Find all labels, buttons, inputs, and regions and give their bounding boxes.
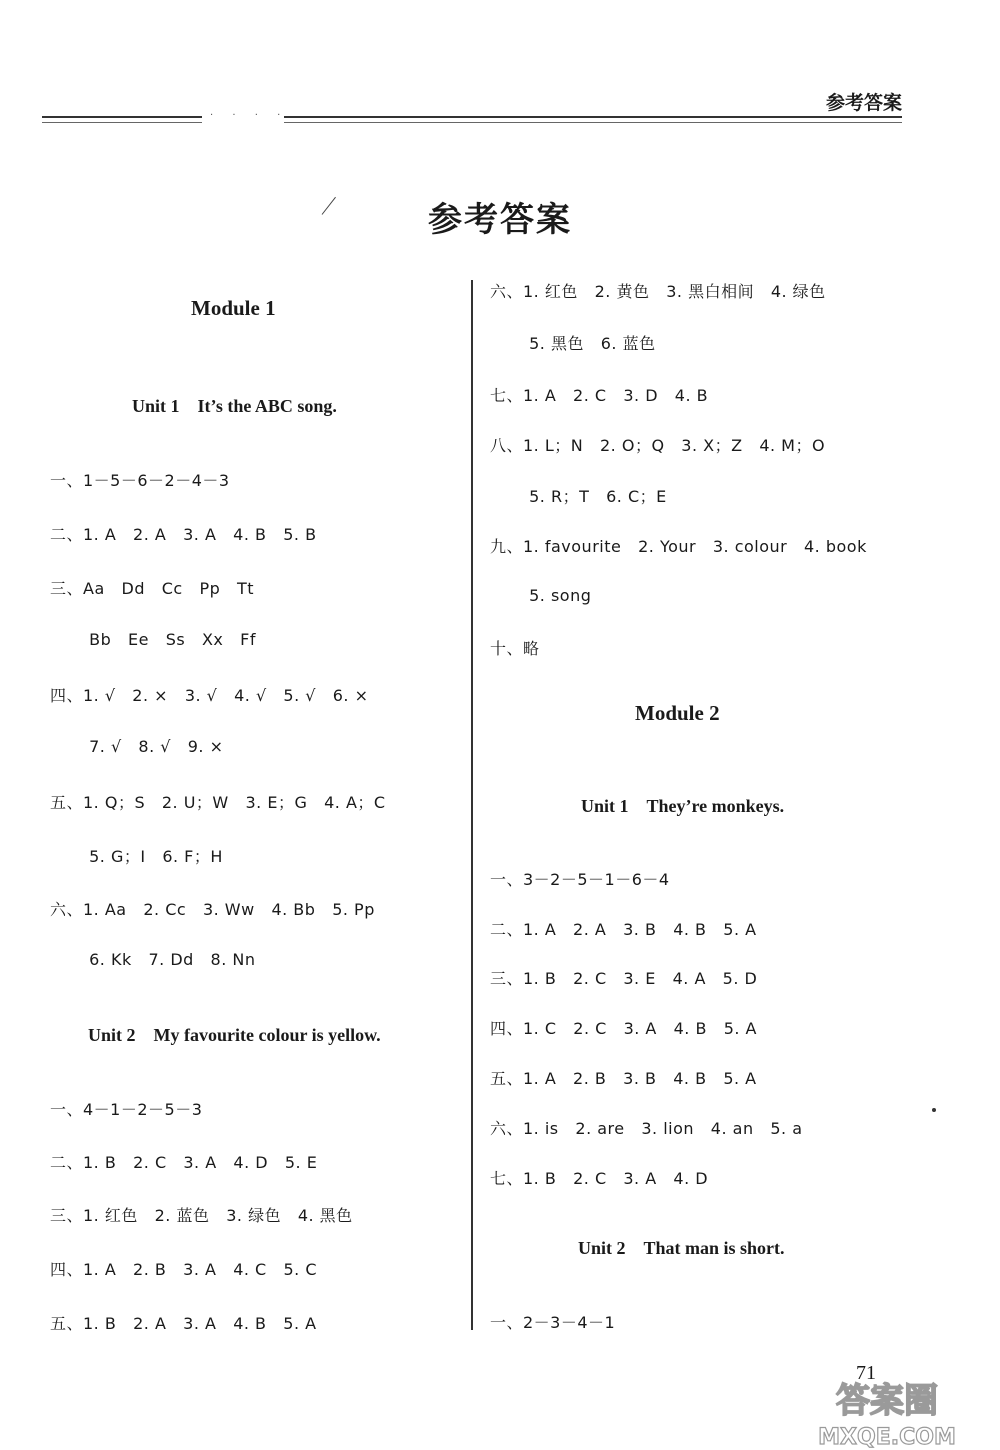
answer-line: 6. Kk 7. Dd 8. Nn xyxy=(50,950,256,969)
unit-heading: Unit 1 It’s the ABC song. xyxy=(132,396,337,416)
stray-dot xyxy=(932,1108,936,1112)
watermark-bottom-text: MXQE.COM xyxy=(818,1425,956,1450)
answer-line: 四、1. √ 2. × 3. √ 4. √ 5. √ 6. × xyxy=(50,686,369,705)
page-number: 71 xyxy=(856,1362,876,1384)
header-rule-left-thin xyxy=(42,122,202,123)
answer-line: 三、1. B 2. C 3. E 4. A 5. D xyxy=(490,969,758,988)
answer-line: 二、1. B 2. C 3. A 4. D 5. E xyxy=(50,1153,318,1172)
watermark-top-text: 答案圈 xyxy=(836,1381,938,1421)
answer-line: 二、1. A 2. A 3. A 4. B 5. B xyxy=(50,525,317,544)
header-rule-left xyxy=(42,116,202,118)
header-rule-right xyxy=(284,116,902,118)
answer-line: 四、1. A 2. B 3. A 4. C 5. C xyxy=(50,1260,318,1279)
header-rule-right-thin xyxy=(284,122,902,123)
answer-line: 7. √ 8. √ 9. × xyxy=(50,737,224,756)
answer-line: 5. song xyxy=(490,586,592,605)
answer-line: 九、1. favourite 2. Your 3. colour 4. book xyxy=(490,537,867,556)
answer-line: 一、3－2－5－1－6－4 xyxy=(490,870,670,889)
answer-line: 5. G；I 6. F；H xyxy=(50,847,223,866)
module-heading: Module 2 xyxy=(635,701,720,725)
answer-line: Bb Ee Ss Xx Ff xyxy=(50,630,256,649)
answer-line: 十、略 xyxy=(490,639,540,658)
column-divider xyxy=(471,280,473,1330)
answer-line: 六、1. is 2. are 3. lion 4. an 5. a xyxy=(490,1119,803,1138)
answer-line: 八、1. L；N 2. O；Q 3. X；Z 4. M；O xyxy=(490,436,826,455)
unit-heading: Unit 2 That man is short. xyxy=(578,1238,785,1258)
answer-line: 五、1. B 2. A 3. A 4. B 5. A xyxy=(50,1314,317,1333)
answer-line: 5. R；T 6. C；E xyxy=(490,487,667,506)
answer-line: 一、4－1－2－5－3 xyxy=(50,1100,203,1119)
header-dots: · · · · xyxy=(210,110,289,121)
watermark-logo xyxy=(812,1372,962,1450)
answer-line: 一、2－3－4－1 xyxy=(490,1313,616,1332)
page-title: 参考答案 xyxy=(428,200,572,240)
answer-line: 七、1. A 2. C 3. D 4. B xyxy=(490,386,709,405)
unit-heading: Unit 2 My favourite colour is yellow. xyxy=(88,1025,381,1045)
answer-line: 五、1. Q；S 2. U；W 3. E；G 4. A；C xyxy=(50,793,386,812)
answer-line: 四、1. C 2. C 3. A 4. B 5. A xyxy=(490,1019,758,1038)
answer-line: 三、Aa Dd Cc Pp Tt xyxy=(50,579,255,598)
answer-line: 五、1. A 2. B 3. B 4. B 5. A xyxy=(490,1069,757,1088)
header-title: 参考答案 xyxy=(825,92,902,114)
answer-line: 一、1－5－6－2－4－3 xyxy=(50,471,230,490)
answer-line: 七、1. B 2. C 3. A 4. D xyxy=(490,1169,709,1188)
answer-line: 六、1. 红色 2. 黄色 3. 黑白相间 4. 绿色 xyxy=(490,282,826,301)
answer-line: 5. 黑色 6. 蓝色 xyxy=(490,334,656,353)
answer-line: 三、1. 红色 2. 蓝色 3. 绿色 4. 黑色 xyxy=(50,1206,353,1225)
module-heading: Module 1 xyxy=(191,296,276,320)
answer-line: 六、1. Aa 2. Cc 3. Ww 4. Bb 5. Pp xyxy=(50,900,375,919)
unit-heading: Unit 1 They’re monkeys. xyxy=(581,796,785,816)
answer-line: 二、1. A 2. A 3. B 4. B 5. A xyxy=(490,920,757,939)
